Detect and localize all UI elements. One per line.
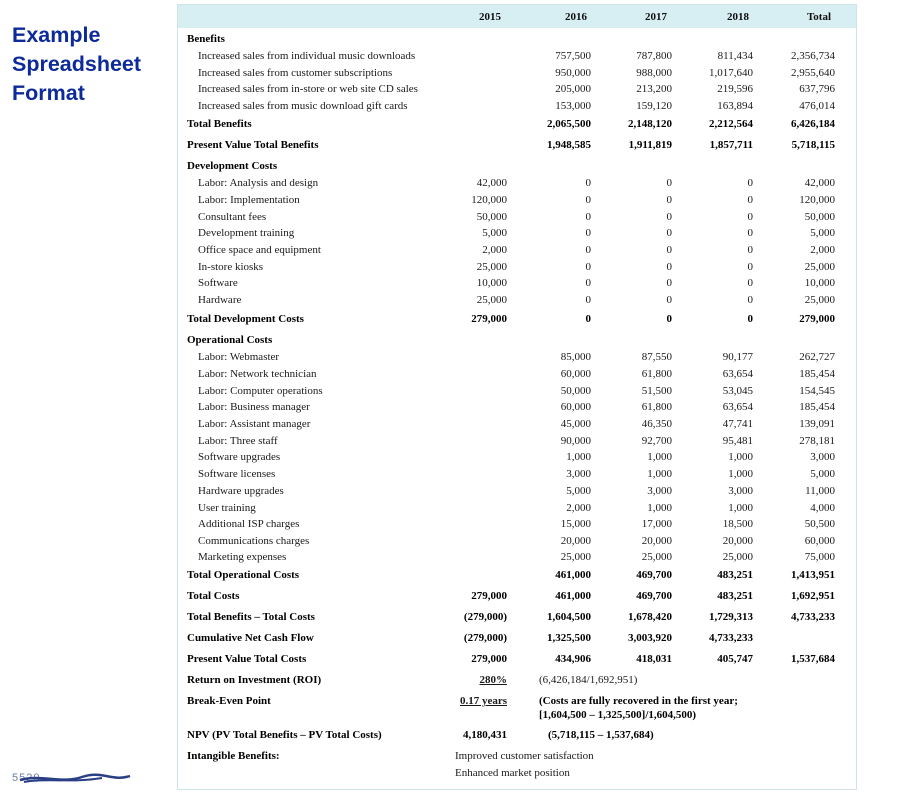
table-row <box>178 100 856 116</box>
cell-2016: 0 <box>585 177 591 189</box>
cell-2017: 17,000 <box>641 518 672 530</box>
cell-2017: 1,678,420 <box>628 611 672 623</box>
cell-2017: 988,000 <box>636 67 672 79</box>
row-label: In-store kiosks <box>198 261 264 273</box>
cell-2016: 3,000 <box>566 468 591 480</box>
roi-value: 280% <box>479 674 507 686</box>
table-row <box>178 535 856 551</box>
cell-2017: 25,000 <box>641 551 672 563</box>
cell-total: 42,000 <box>804 177 835 189</box>
cell-2017: 469,700 <box>636 590 672 602</box>
row-label: Present Value Total Benefits <box>187 139 319 151</box>
cell-2016: 461,000 <box>555 590 591 602</box>
table-row <box>178 194 856 210</box>
npv-label: NPV (PV Total Benefits – PV Total Costs) <box>187 729 382 741</box>
cell-total: 60,000 <box>804 535 835 547</box>
page-title-line-3: Format <box>12 81 85 105</box>
row-label: Total Development Costs <box>187 313 304 325</box>
cell-2018: 1,000 <box>728 468 753 480</box>
cell-2016: 461,000 <box>555 569 591 581</box>
row-label: Operational Costs <box>187 334 273 346</box>
roi-formula: (6,426,184/1,692,951) <box>539 674 638 686</box>
cell-total: 25,000 <box>804 294 835 306</box>
row-label: Increased sales from music download gift cards <box>198 100 408 112</box>
cell-2015: (279,000) <box>463 611 507 623</box>
cell-total: 637,796 <box>799 83 835 95</box>
cell-2016: 85,000 <box>560 351 591 363</box>
cell-2018: 3,000 <box>728 485 753 497</box>
row-label: Total Costs <box>187 590 240 602</box>
cell-2018: 0 <box>747 261 753 273</box>
total-row <box>178 590 856 606</box>
cell-2017: 0 <box>666 261 672 273</box>
cell-2017: 0 <box>666 294 672 306</box>
cell-2017: 0 <box>666 211 672 223</box>
cell-2016: 153,000 <box>555 100 591 112</box>
cell-2017: 87,550 <box>641 351 672 363</box>
cell-total: 50,000 <box>804 211 835 223</box>
page-title-line-2: Spreadsheet <box>12 52 142 76</box>
row-label: Development training <box>198 227 295 239</box>
row-label: Labor: Computer operations <box>198 385 323 397</box>
row-label: Total Benefits <box>187 118 252 130</box>
breakeven-label: Break-Even Point <box>187 695 271 707</box>
cell-2018: 0 <box>747 194 753 206</box>
cell-2017: 0 <box>666 177 672 189</box>
cell-total: 50,500 <box>804 518 835 530</box>
scribble-icon <box>12 772 138 786</box>
cell-2016: 0 <box>585 277 591 289</box>
cell-2015: 279,000 <box>471 653 507 665</box>
cell-total: 5,000 <box>810 227 835 239</box>
cell-2018: 53,045 <box>722 385 753 397</box>
cell-2018: 0 <box>747 244 753 256</box>
cell-2016: 60,000 <box>560 401 591 413</box>
row-label: Increased sales from customer subscriptions <box>198 67 393 79</box>
table-row <box>178 401 856 417</box>
cell-2018: 219,596 <box>717 83 753 95</box>
section-header-row <box>178 160 856 176</box>
cell-total: 3,000 <box>810 451 835 463</box>
cell-2016: 2,000 <box>566 502 591 514</box>
cell-2016: 15,000 <box>560 518 591 530</box>
total-row <box>178 139 856 155</box>
total-row <box>178 632 856 648</box>
row-label: Development Costs <box>187 160 278 172</box>
npv-formula: (5,718,115 – 1,537,684) <box>548 729 654 741</box>
cell-2018: 483,251 <box>717 590 753 602</box>
row-label: Communications charges <box>198 535 310 547</box>
cell-2018: 1,017,640 <box>709 67 753 79</box>
cell-2015: 10,000 <box>476 277 507 289</box>
cell-2017: 20,000 <box>641 535 672 547</box>
cell-2017: 469,700 <box>636 569 672 581</box>
cell-2016: 434,906 <box>555 653 591 665</box>
cell-2017: 0 <box>666 313 672 325</box>
cell-2017: 159,120 <box>636 100 672 112</box>
cell-2017: 46,350 <box>641 418 672 430</box>
total-row <box>178 313 856 329</box>
cell-2017: 3,003,920 <box>628 632 672 644</box>
cell-2016: 205,000 <box>555 83 591 95</box>
cell-total: 10,000 <box>804 277 835 289</box>
cell-2018: 811,434 <box>717 50 753 62</box>
row-label: Labor: Business manager <box>198 401 310 413</box>
cell-2016: 0 <box>585 227 591 239</box>
cell-2015: 2,000 <box>482 244 507 256</box>
cell-2016: 2,065,500 <box>547 118 591 130</box>
intangible-row <box>178 750 856 779</box>
cell-2016: 0 <box>585 211 591 223</box>
cell-2016: 1,325,500 <box>547 632 591 644</box>
roi-label: Return on Investment (ROI) <box>187 674 322 686</box>
cell-2015: 50,000 <box>476 211 507 223</box>
cell-2016: 0 <box>585 244 591 256</box>
cell-2016: 1,948,585 <box>547 139 591 151</box>
column-header-2017: 2017 <box>645 11 667 23</box>
table-row <box>178 468 856 484</box>
cell-2018: 163,894 <box>717 100 753 112</box>
table-row <box>178 385 856 401</box>
cell-2017: 0 <box>666 244 672 256</box>
section-header-row <box>178 334 856 350</box>
footer-page-mark <box>12 772 138 786</box>
row-label: Labor: Network technician <box>198 368 317 380</box>
cell-2018: 0 <box>747 313 753 325</box>
table-row <box>178 244 856 260</box>
row-label: Increased sales from individual music downloads <box>198 50 416 62</box>
row-label: Labor: Analysis and design <box>198 177 319 189</box>
row-label: Labor: Assistant manager <box>198 418 311 430</box>
table-row <box>178 294 856 310</box>
cell-2017: 787,800 <box>636 50 672 62</box>
table-row <box>178 67 856 83</box>
column-header-2018: 2018 <box>727 11 749 23</box>
table-row <box>178 351 856 367</box>
row-label: Hardware <box>198 294 242 306</box>
cell-2018: 90,177 <box>722 351 753 363</box>
table-row <box>178 277 856 293</box>
cell-2017: 92,700 <box>641 435 672 447</box>
breakeven-value: 0.17 years <box>459 695 507 707</box>
cell-total: 1,537,684 <box>791 653 835 665</box>
row-label: Labor: Webmaster <box>198 351 280 363</box>
cell-2018: 1,729,313 <box>709 611 753 623</box>
cell-2016: 90,000 <box>560 435 591 447</box>
cell-2016: 0 <box>585 194 591 206</box>
cell-2017: 213,200 <box>636 83 672 95</box>
row-label: Total Operational Costs <box>187 569 300 581</box>
table-row <box>178 227 856 243</box>
cell-2017: 1,000 <box>647 451 672 463</box>
page-title-line-1: Example <box>12 23 101 47</box>
row-label: Additional ISP charges <box>198 518 300 530</box>
cell-2015: 25,000 <box>476 261 507 273</box>
cell-total: 279,000 <box>799 313 835 325</box>
table-row <box>178 551 856 567</box>
row-label: Increased sales from in-store or web site CD sales <box>198 83 418 95</box>
cell-2016: 0 <box>585 294 591 306</box>
row-label: Cumulative Net Cash Flow <box>187 632 314 644</box>
cell-2016: 757,500 <box>555 50 591 62</box>
cell-total: 476,014 <box>799 100 835 112</box>
row-label: User training <box>198 502 256 514</box>
cell-2018: 63,654 <box>722 368 753 380</box>
cell-2018: 0 <box>747 277 753 289</box>
cell-2017: 61,800 <box>641 401 672 413</box>
cell-2015: 120,000 <box>471 194 507 206</box>
breakeven-note-line-2: [1,604,500 – 1,325,500]/1,604,500) <box>539 709 697 721</box>
cell-2017: 1,000 <box>647 502 672 514</box>
cell-2018: 0 <box>747 177 753 189</box>
intangible-item-1: Improved customer satisfaction <box>455 750 594 762</box>
cell-2018: 1,857,711 <box>709 139 753 151</box>
table-row <box>178 83 856 99</box>
table-row <box>178 211 856 227</box>
row-label: Software licenses <box>198 468 276 480</box>
cell-2018: 63,654 <box>722 401 753 413</box>
cell-2017: 1,000 <box>647 468 672 480</box>
cell-total: 278,181 <box>799 435 835 447</box>
cell-total: 120,000 <box>799 194 835 206</box>
cell-total: 262,727 <box>799 351 835 363</box>
column-header-row <box>178 5 856 28</box>
row-label: Present Value Total Costs <box>187 653 307 665</box>
cell-total: 2,000 <box>810 244 835 256</box>
cell-2017: 0 <box>666 277 672 289</box>
cell-2015: 5,000 <box>482 227 507 239</box>
cell-total: 2,955,640 <box>791 67 835 79</box>
cell-2016: 45,000 <box>560 418 591 430</box>
cell-2016: 950,000 <box>555 67 591 79</box>
cell-2017: 418,031 <box>636 653 672 665</box>
cell-total: 5,718,115 <box>791 139 835 151</box>
row-label: Office space and equipment <box>198 244 321 256</box>
spreadsheet <box>177 4 857 790</box>
cell-2015: 279,000 <box>471 313 507 325</box>
npv-row <box>178 729 856 745</box>
cell-total: 5,000 <box>810 468 835 480</box>
table-row <box>178 368 856 384</box>
table-row <box>178 502 856 518</box>
table-row <box>178 177 856 193</box>
table-row <box>178 50 856 66</box>
cell-total: 4,000 <box>810 502 835 514</box>
breakeven-row <box>178 695 856 721</box>
cell-total: 1,413,951 <box>791 569 835 581</box>
cell-2018: 0 <box>747 211 753 223</box>
total-row <box>178 118 856 134</box>
cell-2016: 1,000 <box>566 451 591 463</box>
cell-total: 11,000 <box>805 485 835 497</box>
cell-total: 139,091 <box>799 418 835 430</box>
total-row <box>178 653 856 669</box>
footer-text: 5520 <box>12 772 41 784</box>
column-header-total: Total <box>806 11 831 23</box>
table-row <box>178 485 856 501</box>
cell-2016: 0 <box>585 261 591 273</box>
row-label: Benefits <box>187 33 225 45</box>
cell-2015: 279,000 <box>471 590 507 602</box>
table-row <box>178 451 856 467</box>
cell-2018: 1,000 <box>728 502 753 514</box>
column-header-2015: 2015 <box>479 11 501 23</box>
cell-2016: 20,000 <box>560 535 591 547</box>
breakeven-note-line-1: (Costs are fully recovered in the first year; <box>539 695 738 707</box>
cell-total: 4,733,233 <box>791 611 835 623</box>
cell-total: 75,000 <box>804 551 835 563</box>
table-row <box>178 261 856 277</box>
cell-2018: 25,000 <box>722 551 753 563</box>
cell-2017: 0 <box>666 227 672 239</box>
cell-2016: 5,000 <box>566 485 591 497</box>
row-label: Labor: Three staff <box>198 435 278 447</box>
cell-2018: 405,747 <box>717 653 753 665</box>
row-label: Software <box>198 277 238 289</box>
cell-total: 1,692,951 <box>791 590 835 602</box>
cell-total: 25,000 <box>804 261 835 273</box>
total-row <box>178 569 856 585</box>
cell-2016: 50,000 <box>560 385 591 397</box>
cell-total: 185,454 <box>799 401 835 413</box>
cell-2017: 2,148,120 <box>628 118 672 130</box>
total-row <box>178 611 856 627</box>
cell-2018: 20,000 <box>722 535 753 547</box>
cell-2016: 25,000 <box>560 551 591 563</box>
table-row <box>178 418 856 434</box>
cell-2017: 51,500 <box>641 385 672 397</box>
cell-2018: 47,741 <box>722 418 753 430</box>
cell-2015: (279,000) <box>463 632 507 644</box>
cell-2016: 1,604,500 <box>547 611 591 623</box>
cell-total: 185,454 <box>799 368 835 380</box>
cell-2016: 60,000 <box>560 368 591 380</box>
cell-total: 2,356,734 <box>791 50 835 62</box>
row-label: Hardware upgrades <box>198 485 284 497</box>
row-label: Marketing expenses <box>198 551 287 563</box>
cell-2018: 0 <box>747 227 753 239</box>
row-label: Total Benefits – Total Costs <box>187 611 315 623</box>
cell-2015: 42,000 <box>476 177 507 189</box>
cell-2018: 1,000 <box>728 451 753 463</box>
cell-2017: 1,911,819 <box>628 139 672 151</box>
cell-total: 154,545 <box>799 385 835 397</box>
row-label: Labor: Implementation <box>198 194 300 206</box>
roi-row <box>178 674 856 690</box>
cell-2017: 3,000 <box>647 485 672 497</box>
cell-2018: 483,251 <box>717 569 753 581</box>
row-label: Consultant fees <box>198 211 267 223</box>
cell-2018: 95,481 <box>722 435 753 447</box>
npv-value: 4,180,431 <box>463 729 507 741</box>
cell-2018: 2,212,564 <box>709 118 753 130</box>
cell-total: 6,426,184 <box>791 118 835 130</box>
page-title <box>12 21 172 108</box>
table-row <box>178 518 856 534</box>
cell-2018: 0 <box>747 294 753 306</box>
cell-2017: 0 <box>666 194 672 206</box>
intangible-label: Intangible Benefits: <box>187 750 280 762</box>
cell-2016: 0 <box>585 313 591 325</box>
section-header-row <box>178 33 856 49</box>
cell-2017: 61,800 <box>641 368 672 380</box>
column-header-2016: 2016 <box>565 11 587 23</box>
intangible-item-2: Enhanced market position <box>455 767 570 779</box>
cell-2018: 4,733,233 <box>709 632 753 644</box>
table-row <box>178 435 856 451</box>
cell-2018: 18,500 <box>722 518 753 530</box>
row-label: Software upgrades <box>198 451 281 463</box>
cell-2015: 25,000 <box>476 294 507 306</box>
